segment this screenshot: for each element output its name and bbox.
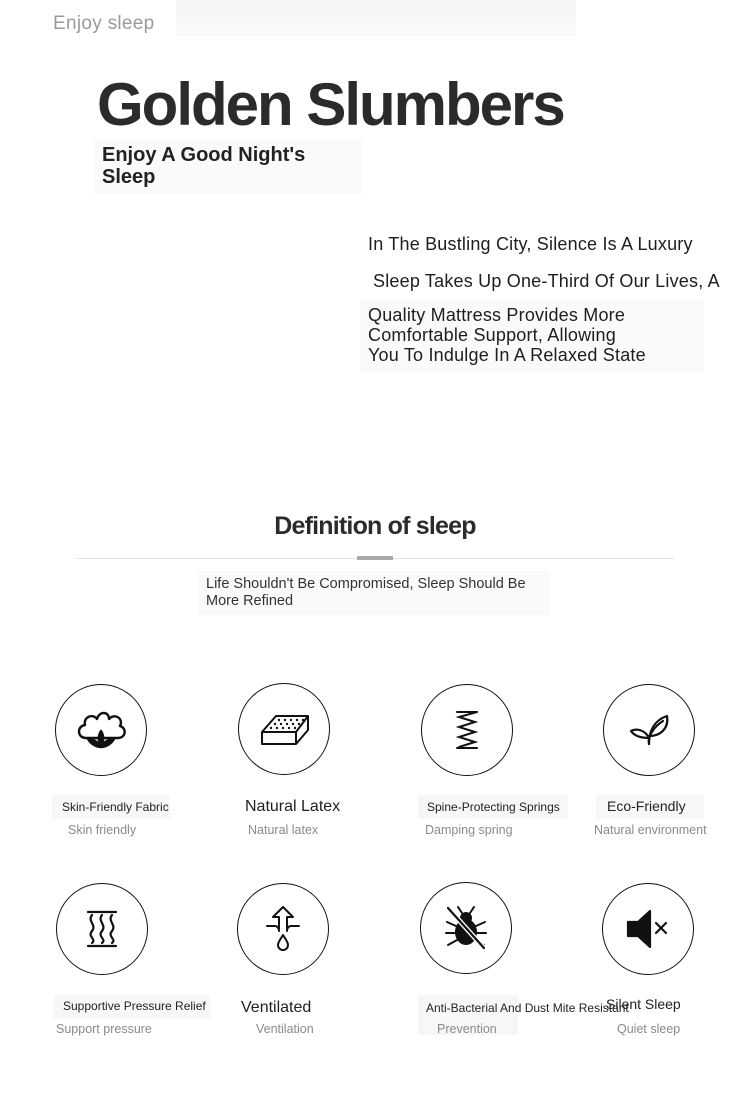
feature-subtitle: Quiet sleep bbox=[617, 1022, 681, 1036]
feature-subtitle: Support pressure bbox=[56, 1022, 152, 1036]
top-decor-strip bbox=[176, 0, 576, 36]
ventilation-icon bbox=[237, 883, 329, 975]
feature-title: Ventilated bbox=[241, 999, 312, 1016]
intro-line-2: Sleep Takes Up One-Third Of Our Lives, A bbox=[373, 271, 720, 291]
feature-title: Eco-Friendly bbox=[607, 798, 686, 814]
feature-subtitle: Damping spring bbox=[425, 823, 513, 837]
cotton-icon bbox=[55, 684, 147, 776]
feature-subtitle: Ventilation bbox=[256, 1022, 314, 1036]
feature-subtitle: Natural environment bbox=[594, 823, 707, 837]
eyebrow-label: Enjoy sleep bbox=[53, 13, 155, 34]
feature-subtitle: Prevention bbox=[437, 1022, 497, 1036]
feature-subtitle: Skin friendly bbox=[68, 823, 137, 837]
intro-line-1: In The Bustling City, Silence Is A Luxury bbox=[368, 234, 693, 254]
pressure-relief-icon bbox=[56, 883, 148, 975]
leaf-icon bbox=[603, 684, 695, 776]
no-bug-icon bbox=[420, 882, 512, 974]
feature-title: Anti-Bacterial And Dust Mite Resistant bbox=[426, 1001, 629, 1015]
latex-block-icon bbox=[238, 683, 330, 775]
section-divider-accent bbox=[357, 556, 393, 560]
intro-line-3: Quality Mattress Provides More bbox=[368, 305, 626, 325]
feature-title: Natural Latex bbox=[245, 798, 341, 815]
feature-title: Silent Sleep bbox=[606, 996, 681, 1012]
tagline-line-1: Enjoy A Good Night's bbox=[102, 144, 306, 166]
intro-line-4: Comfortable Support, Allowing bbox=[368, 325, 616, 345]
feature-title: Supportive Pressure Relief bbox=[63, 999, 206, 1013]
intro-line-5: You To Indulge In A Relaxed State bbox=[368, 345, 646, 365]
section-title: Definition of sleep bbox=[274, 512, 476, 540]
feature-title: Skin-Friendly Fabric bbox=[62, 800, 169, 814]
section-subtitle bbox=[206, 576, 546, 610]
feature-title: Spine-Protecting Springs bbox=[427, 800, 560, 814]
brand-title: Golden Slumbers bbox=[97, 71, 564, 138]
section-subtitle-line-1: Life Shouldn't Be Compromised, Sleep Should Be bbox=[206, 576, 526, 592]
mute-icon bbox=[602, 883, 694, 975]
spring-icon bbox=[421, 684, 513, 776]
tagline bbox=[94, 140, 362, 194]
section-subtitle-line-2: More Refined bbox=[206, 593, 294, 609]
feature-subtitle: Natural latex bbox=[248, 823, 319, 837]
tagline-line-2: Sleep bbox=[102, 166, 156, 188]
